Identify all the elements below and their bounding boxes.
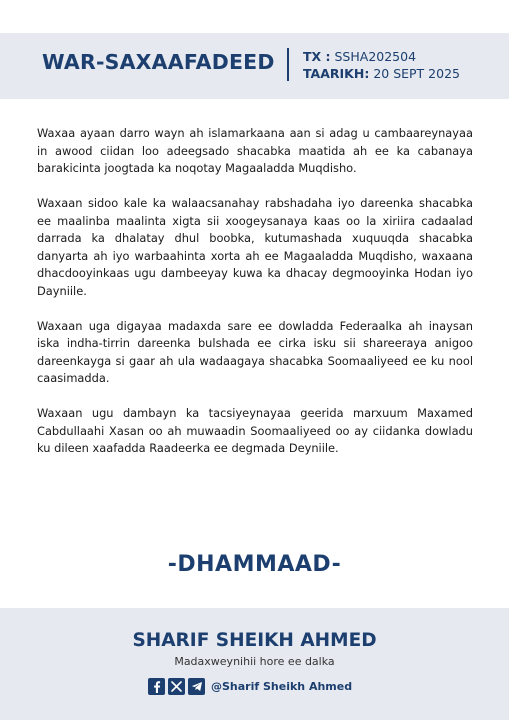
paragraph: Waxaan uga digayaa madaxda sare ee dowladda Federaalka ah inaysan iska indha-tirrin dareenka bulshada ee cirka isku sii shareeraya anigoo dareenkayga si gaar ah ula wadaagaya shacabka Soomaaliyeed ee ku nool caasimadda. (37, 318, 473, 385)
header-divider (287, 48, 289, 81)
telegram-icon[interactable] (188, 678, 205, 695)
author-name: SHARIF SHEIKH AHMED (132, 630, 377, 651)
date-label: TAARIKH: (303, 66, 370, 81)
facebook-icon[interactable] (148, 678, 165, 695)
tx-line (303, 48, 460, 65)
date-line (303, 65, 460, 82)
paragraph: Waxaan ugu dambayn ka tacsiyeynayaa geerida marxuum Maxamed Cabdullaahi Xasan oo ah muwaadin Soomaaliyeed oo ay ciidanka dowladu ku dileen xaafadda Raadeerka ee degmada Deyniile. (37, 406, 473, 455)
social-handle[interactable]: @Sharif Sheikh Ahmed (211, 679, 353, 693)
document-meta (303, 48, 460, 82)
author-title: Madaxweynihii hore ee dalka (174, 655, 335, 668)
document-title: WAR-SAXAAFADEED (42, 50, 275, 74)
tx-value: SSHA202504 (334, 49, 417, 64)
paragraph: Waxaan sidoo kale ka walaacsanahay rabshadaha iyo dareenka shacabka ee maalinba maalinta xigta sii xoogeysanaya kaas oo la xiriira cadaalad darrada ka dhalatay dhul boobka, kutumashada xuquuqda shacabka danyarta ah iyo warbaahinta xorta ah ee Magaaladda Muqdisho, waxaana dhacdooyinkaas ugu dambeeyay kuwa ka dhacay degmooyinka Hodan iyo Dayniile. (37, 196, 473, 298)
statement-body (37, 125, 473, 475)
social-links (148, 677, 352, 695)
x-icon[interactable] (168, 678, 185, 695)
date-value: 20 SEPT 2025 (373, 66, 460, 81)
closing-mark: -DHAMMAAD- (167, 552, 342, 577)
tx-label: TX : (303, 49, 331, 64)
paragraph: Waxaa ayaan darro wayn ah islamarkaana aan si adag u cambaareynayaa in awood ciidan loo adeegsado shacabka maatida ah ee ka cabanaya barakicinta joogtada ka noqotay Magaaladda Muqdisho. (37, 126, 473, 175)
